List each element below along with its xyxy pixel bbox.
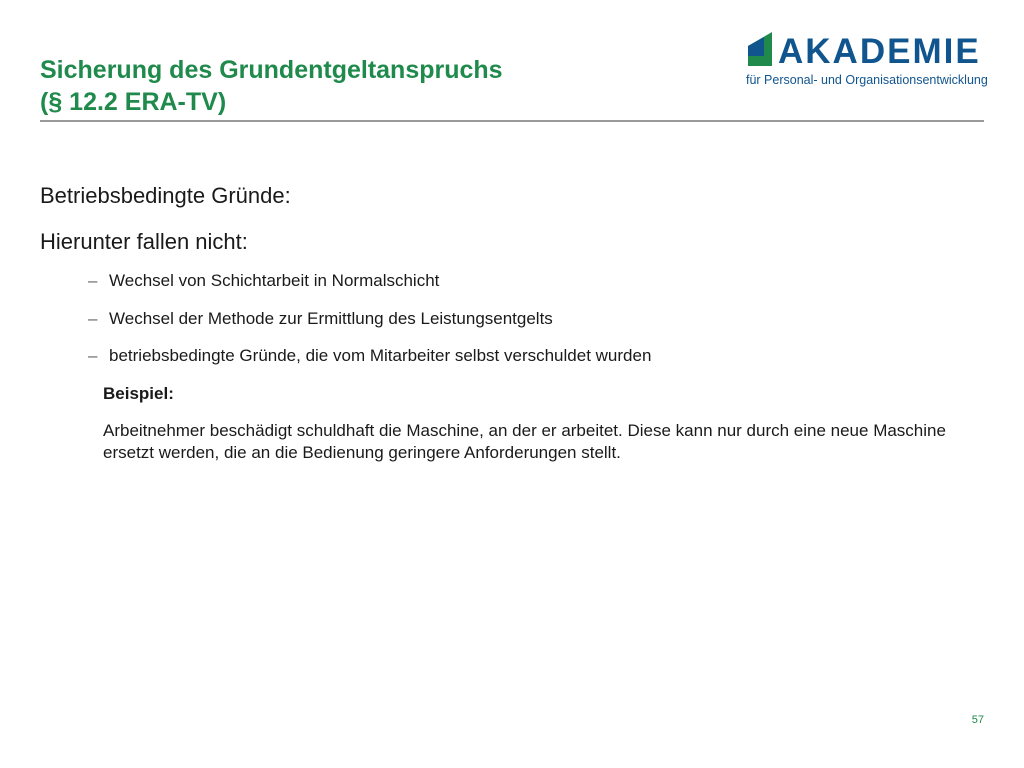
bullet-item <box>88 345 651 367</box>
bullet-dash: – <box>88 271 98 290</box>
example-label: Beispiel: <box>103 384 174 403</box>
bullet-text: Wechsel der Methode zur Ermittlung des Leistungsentgelts <box>109 309 553 328</box>
example-text: Arbeitnehmer beschädigt schuldhaft die Maschine, an der er arbeitet. Diese kann nur durch eine neue Maschine ersetzt werden, die an die Bedienung geringere Anforderungen stellt. <box>103 421 946 462</box>
bullet-dash: – <box>88 346 98 365</box>
page-number: 57 <box>971 714 984 726</box>
slide-title-line-1: Sicherung des Grundentgeltanspruchs <box>40 56 503 84</box>
heading-hierunter-fallen-nicht: Hierunter fallen nicht: <box>40 229 248 254</box>
title-divider <box>40 120 984 122</box>
logo-subtitle: für Personal- und Organisationsentwicklung <box>746 73 988 87</box>
slide-title-line-2: (§ 12.2 ERA-TV) <box>40 88 227 116</box>
slide-title <box>40 54 503 118</box>
logo-wordmark: AKADEMIE <box>778 32 981 71</box>
heading-betriebsbedingte-gruende: Betriebsbedingte Gründe: <box>40 183 291 208</box>
bullet-item <box>88 308 553 330</box>
logo-house-icon <box>744 32 776 72</box>
bullet-text: betriebsbedingte Gründe, die vom Mitarbeiter selbst verschuldet wurden <box>109 346 652 365</box>
akademie-logo <box>744 32 986 88</box>
bullet-item <box>88 270 439 292</box>
bullet-dash: – <box>88 309 98 328</box>
bullet-text: Wechsel von Schichtarbeit in Normalschicht <box>109 271 440 290</box>
